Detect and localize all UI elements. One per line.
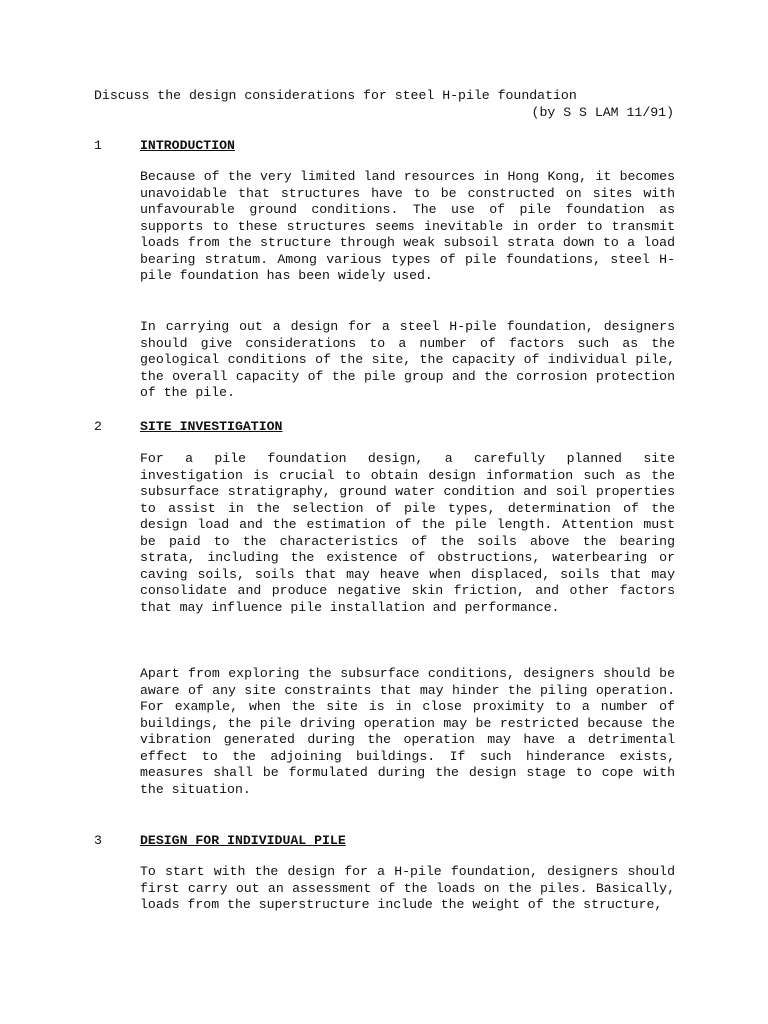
site-investigation-paragraph-1: For a pile foundation design, a carefully planned site investigation is crucial to obtain design information such as the subsurface stratigraphy, ground water condition and soil properties to assist in the selection of pile types, determination of the design load and the estimation of the pile length. Attention must be paid to the characteristics of the soils above the bearing strata, including the existence of obstructions, waterbearing or caving soils, soils that may heave when displaced, soils that may consolidate and produce negative skin friction, and other factors that may influence pile installation and performance. bbox=[140, 451, 675, 615]
document-title: Discuss the design considerations for steel H-pile foundation bbox=[94, 88, 577, 103]
document-byline: (by S S LAM 11/91) bbox=[531, 105, 674, 120]
section-heading-design-for-individual-pile: DESIGN FOR INDIVIDUAL PILE bbox=[140, 833, 346, 848]
section-number-1: 1 bbox=[94, 138, 102, 153]
site-investigation-paragraph-2: Apart from exploring the subsurface conditions, designers should be aware of any site constraints that may hinder the piling operation. For example, when the site is in close proximity to a number of buildings, the pile driving operation may be restricted because the vibration generated during the operation may have a detrimental effect to the adjoining buildings. If such hinderance exists, measures shall be formulated during the design stage to cope with the situation. bbox=[140, 666, 675, 797]
individual-pile-paragraph-1: To start with the design for a H-pile foundation, designers should first carry out an assessment of the loads on the piles. Basically, loads from the superstructure include the weight of the structure, bbox=[140, 864, 675, 912]
introduction-paragraph-1: Because of the very limited land resources in Hong Kong, it becomes unavoidable that structures have to be constructed on sites with unfavourable ground conditions. The use of pile foundation as supports to these structures seems inevitable in order to transmit loads from the structure through weak subsoil strata down to a load bearing stratum. Among various types of pile foundations, steel H-pile foundation has been widely used. bbox=[140, 169, 675, 283]
introduction-paragraph-2: In carrying out a design for a steel H-pile foundation, designers should give considerations to a number of factors such as the geological conditions of the site, the capacity of individual pile, the overall capacity of the pile group and the corrosion protection of the pile. bbox=[140, 319, 675, 400]
section-heading-introduction: INTRODUCTION bbox=[140, 138, 235, 153]
section-number-3: 3 bbox=[94, 833, 102, 848]
section-heading-site-investigation: SITE INVESTIGATION bbox=[140, 419, 283, 434]
section-number-2: 2 bbox=[94, 419, 102, 434]
